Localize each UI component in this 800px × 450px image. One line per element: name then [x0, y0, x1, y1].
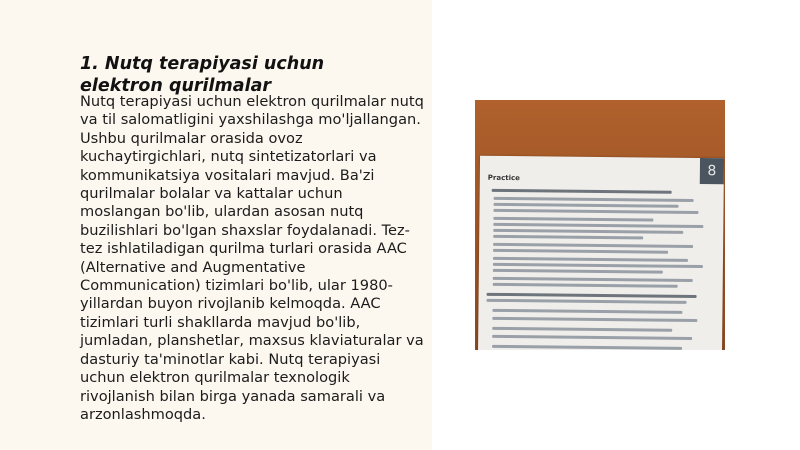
text-line: [493, 263, 703, 268]
text-line: [493, 209, 698, 214]
text-line: [492, 345, 682, 350]
text-line: [493, 223, 703, 228]
text-line: [493, 243, 693, 248]
text-line: [492, 309, 682, 314]
slide-body-text: Nutq terapiyasi uchun elektron qurilmalar nutq va til salomatligini yaxshilashga mo'ljallangan. Ushbu qurilmalar orasida ovoz kuchaytirgichlari, nutq sintetizatorlari va kommunikatsiya vositalari mavjud. Ba'zi qurilmalar bolalar va kattalar uchun moslangan bo'lib, ulardan asosan nutq buzilishlari bo'lgan shaxslar foydalanadi. Tez-tez ishlatiladigan qurilma turlari orasida AAC (Alternative and Augmentative Communication) tizimlari bo'lib, ular 1980-yillardan buyon rivojlanib kelmoqda. AAC tizimlari turli shakllarda mavjud bo'lib, jumladan, planshetlar, maxsus klaviaturalar va dasturiy ta'minotlar kabi. Nutq terapiyasi uchun elektron qurilmalar texnologik rivojlanish bilan birga yanada samarali va arzonlashmoqda.: [80, 93, 424, 423]
text-line: [493, 283, 678, 288]
text-line: [493, 249, 668, 254]
worksheet-photo: [475, 100, 725, 350]
text-line: [492, 335, 692, 340]
worksheet-heading: Practice: [487, 173, 520, 183]
text-line: [493, 277, 693, 282]
text-line: [493, 257, 688, 262]
text-line: [494, 203, 679, 208]
text-line: [492, 189, 672, 194]
page-tab-number: 8: [707, 163, 717, 180]
slide-title: 1. Nutq terapiyasi uchun elektron qurilmalar: [80, 54, 325, 96]
text-line: [493, 235, 643, 240]
worksheet-paper: [478, 156, 724, 350]
text-line: [494, 197, 694, 202]
text-line: [492, 327, 672, 332]
text-line: [492, 317, 697, 322]
text-line: [493, 269, 663, 274]
text-line: [487, 293, 697, 298]
text-line: [493, 229, 683, 234]
text-line: [487, 299, 687, 304]
text-line: [493, 217, 653, 222]
